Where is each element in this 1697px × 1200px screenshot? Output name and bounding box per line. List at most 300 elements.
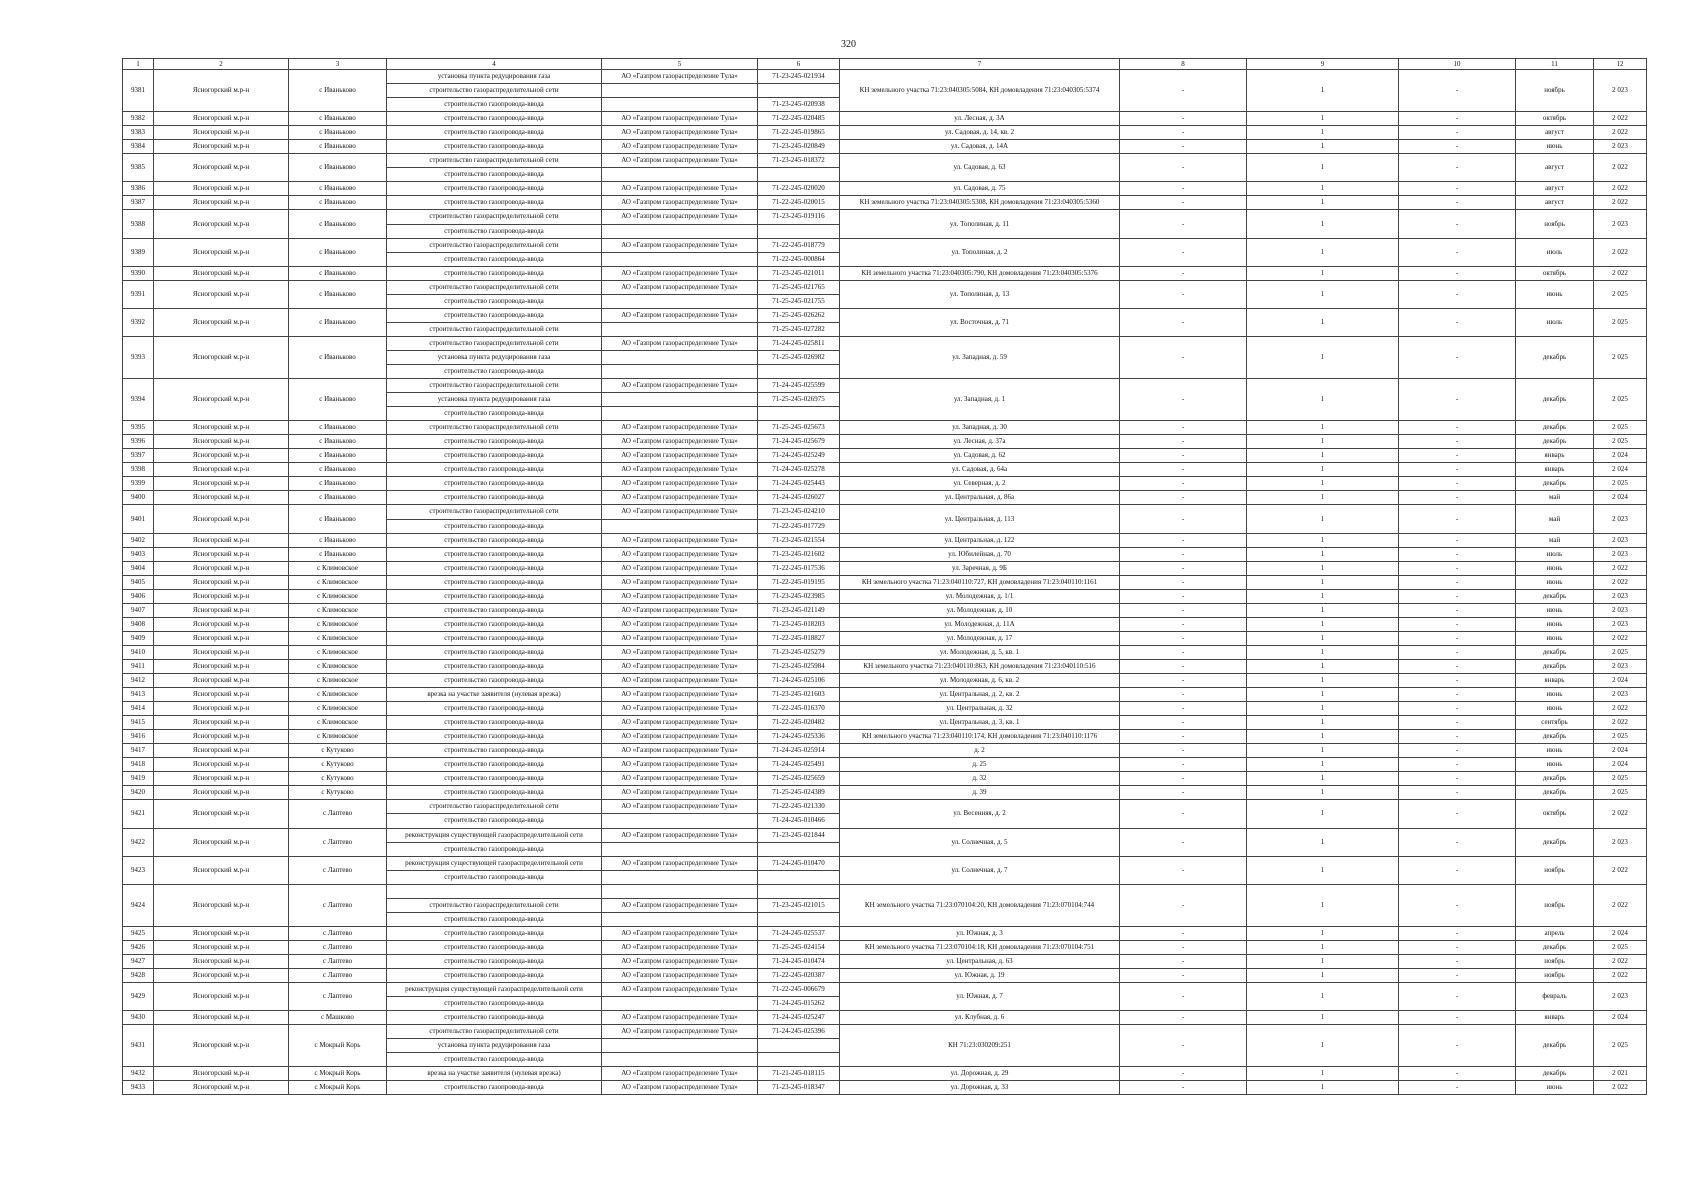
organization-line: АО «Газпром газораспределение Тула» — [621, 577, 738, 586]
locality-cell: с Лаптево — [289, 856, 387, 884]
column-9-cell: 1 — [1247, 463, 1399, 477]
row-number: 9418 — [123, 758, 154, 772]
organization-line — [602, 813, 757, 827]
application-code-cell — [758, 561, 840, 575]
work-type-line: установка пункта редуцирования газа — [387, 392, 601, 406]
column-9-cell: 1 — [1247, 940, 1399, 954]
column-header: 8 — [1120, 59, 1247, 70]
locality-cell: с Кутуково — [289, 744, 387, 758]
district-cell: Ясногорский м.р-н — [154, 379, 289, 421]
column-9-cell: 1 — [1247, 772, 1399, 786]
month-cell: декабрь — [1516, 659, 1594, 673]
application-code-cell — [758, 70, 840, 112]
column-9-cell: 1 — [1247, 645, 1399, 659]
column-8-cell: - — [1120, 884, 1247, 926]
locality-cell: с Иваньково — [289, 463, 387, 477]
address-cell: ул. Садовая, д. 64а — [840, 463, 1120, 477]
district-cell: Ясногорский м.р-н — [154, 140, 289, 154]
application-code-cell — [758, 379, 840, 421]
district-cell: Ясногорский м.р-н — [154, 547, 289, 561]
table-row — [123, 491, 1647, 505]
work-type-line: строительство газораспределительной сети — [429, 240, 559, 249]
column-9-cell: 1 — [1247, 1011, 1399, 1025]
column-10-cell: - — [1399, 954, 1516, 968]
organization-line: АО «Газпром газораспределение Тула» — [621, 184, 738, 193]
organization-cell — [602, 505, 758, 533]
organization-cell — [602, 280, 758, 308]
application-code-cell — [758, 744, 840, 758]
table-row — [123, 196, 1647, 210]
work-type-line: строительство газопровода-ввода — [387, 167, 601, 181]
organization-cell — [602, 266, 758, 280]
year-cell: 2 025 — [1594, 645, 1647, 659]
district-cell: Ясногорский м.р-н — [154, 196, 289, 210]
application-code-line: 71-23-245-024210 — [772, 507, 825, 516]
work-type-line: строительство газопровода-ввода — [444, 774, 544, 783]
column-9-cell: 1 — [1247, 154, 1399, 182]
month-cell: июнь — [1516, 744, 1594, 758]
table-row — [123, 688, 1647, 702]
address-cell: ул. Центральная, д. 122 — [840, 533, 1120, 547]
organization-line: АО «Газпром газораспределение Тула» — [621, 788, 738, 797]
work-type-cell — [387, 631, 602, 645]
table-row — [123, 744, 1647, 758]
work-type-cell — [387, 828, 602, 856]
address-cell: ул. Дорожная, д. 29 — [840, 1067, 1120, 1081]
column-10-cell: - — [1399, 336, 1516, 378]
work-type-line: реконструкция существующей газораспределительной сети — [405, 985, 583, 994]
year-cell: 2 025 — [1594, 772, 1647, 786]
organization-cell — [602, 969, 758, 983]
table-row — [123, 70, 1647, 112]
column-8-cell: - — [1120, 379, 1247, 421]
application-code-cell — [758, 449, 840, 463]
organization-cell — [602, 716, 758, 730]
application-code-line: 71-22-245-020482 — [772, 718, 825, 727]
organization-line — [602, 224, 757, 238]
application-code-line: 71-23-245-021603 — [772, 690, 825, 699]
address-cell: д. 25 — [840, 758, 1120, 772]
application-code-line — [758, 406, 839, 420]
column-8-cell: - — [1120, 758, 1247, 772]
application-code-cell — [758, 1011, 840, 1025]
month-cell: июнь — [1516, 631, 1594, 645]
month-cell: январь — [1516, 463, 1594, 477]
month-cell: декабрь — [1516, 336, 1594, 378]
locality-cell: с Иваньково — [289, 449, 387, 463]
organization-line: АО «Газпром газораспределение Тула» — [621, 956, 738, 965]
column-10-cell: - — [1399, 603, 1516, 617]
column-8-cell: - — [1120, 547, 1247, 561]
column-9-cell: 1 — [1247, 575, 1399, 589]
month-cell: ноябрь — [1516, 954, 1594, 968]
column-8-cell: - — [1120, 112, 1247, 126]
year-cell: 2 022 — [1594, 969, 1647, 983]
locality-cell: с Иваньково — [289, 280, 387, 308]
application-code-line: 71-23-245-025984 — [772, 661, 825, 670]
application-code-cell — [758, 786, 840, 800]
column-8-cell: - — [1120, 940, 1247, 954]
work-type-cell — [387, 603, 602, 617]
work-type-line: строительство газопровода-ввода — [444, 591, 544, 600]
work-type-cell — [387, 379, 602, 421]
work-type-line: врезка на участке заявителя (нулевая врезка) — [427, 690, 561, 699]
year-cell: 2 022 — [1594, 800, 1647, 828]
application-code-line: 71-24-245-010470 — [772, 858, 825, 867]
application-code-cell — [758, 463, 840, 477]
district-cell: Ясногорский м.р-н — [154, 730, 289, 744]
row-number: 9432 — [123, 1067, 154, 1081]
table-row — [123, 421, 1647, 435]
organization-cell — [602, 112, 758, 126]
column-8-cell: - — [1120, 702, 1247, 716]
column-9-cell: 1 — [1247, 589, 1399, 603]
year-cell: 2 022 — [1594, 884, 1647, 926]
row-number: 9412 — [123, 674, 154, 688]
work-type-line: реконструкция существующей газораспределительной сети — [405, 830, 583, 839]
organization-cell — [602, 70, 758, 112]
application-code-line: 71-22-245-018779 — [772, 240, 825, 249]
application-code-line: 71-24-245-025491 — [772, 760, 825, 769]
column-9-cell: 1 — [1247, 1025, 1399, 1067]
work-type-cell — [387, 659, 602, 673]
work-type-line: строительство газопровода-ввода — [387, 294, 601, 308]
row-number: 9413 — [123, 688, 154, 702]
application-code-line: 71-25-245-024154 — [772, 942, 825, 951]
application-code-line — [758, 885, 839, 898]
column-9-cell: 1 — [1247, 336, 1399, 378]
month-cell: сентябрь — [1516, 716, 1594, 730]
column-9-cell: 1 — [1247, 449, 1399, 463]
column-9-cell: 1 — [1247, 280, 1399, 308]
organization-line: АО «Газпром газораспределение Тула» — [621, 535, 738, 544]
organization-line: АО «Газпром газораспределение Тула» — [621, 718, 738, 727]
column-9-cell: 1 — [1247, 1081, 1399, 1095]
year-cell: 2 025 — [1594, 477, 1647, 491]
work-type-cell — [387, 182, 602, 196]
organization-line — [602, 252, 757, 266]
table-row — [123, 182, 1647, 196]
year-cell: 2 023 — [1594, 983, 1647, 1011]
application-code-line: 71-25-245-026262 — [772, 310, 825, 319]
organization-line: АО «Газпром газораспределение Тула» — [621, 732, 738, 741]
month-cell: июнь — [1516, 617, 1594, 631]
month-cell: декабрь — [1516, 435, 1594, 449]
column-8-cell: - — [1120, 533, 1247, 547]
locality-cell: с Иваньково — [289, 491, 387, 505]
work-type-cell — [387, 954, 602, 968]
work-type-cell — [387, 856, 602, 884]
year-cell: 2 025 — [1594, 336, 1647, 378]
row-number: 9423 — [123, 856, 154, 884]
work-type-cell — [387, 884, 602, 926]
work-type-cell — [387, 674, 602, 688]
column-8-cell: - — [1120, 969, 1247, 983]
organization-cell — [602, 1025, 758, 1067]
application-code-line: 71-22-245-020485 — [772, 114, 825, 123]
district-cell: Ясногорский м.р-н — [154, 561, 289, 575]
column-10-cell: - — [1399, 280, 1516, 308]
row-number: 9395 — [123, 421, 154, 435]
organization-cell — [602, 730, 758, 744]
table-row — [123, 1011, 1647, 1025]
year-cell: 2 022 — [1594, 716, 1647, 730]
table-row — [123, 772, 1647, 786]
organization-cell — [602, 983, 758, 1011]
work-type-line: строительство газопровода-ввода — [444, 942, 544, 951]
organization-cell — [602, 645, 758, 659]
column-9-cell: 1 — [1247, 800, 1399, 828]
column-8-cell: - — [1120, 716, 1247, 730]
month-cell: июнь — [1516, 140, 1594, 154]
organization-cell — [602, 828, 758, 856]
table-row — [123, 926, 1647, 940]
locality-cell: с Кутуково — [289, 786, 387, 800]
locality-cell: с Иваньково — [289, 505, 387, 533]
table-row — [123, 336, 1647, 378]
month-cell: февраль — [1516, 983, 1594, 1011]
address-cell: д. 32 — [840, 772, 1120, 786]
table-row — [123, 884, 1647, 926]
row-number: 9401 — [123, 505, 154, 533]
table-row — [123, 435, 1647, 449]
organization-line: АО «Газпром газораспределение Тула» — [621, 1069, 738, 1078]
column-8-cell: - — [1120, 772, 1247, 786]
district-cell: Ясногорский м.р-н — [154, 449, 289, 463]
application-code-line: 71-25-245-024389 — [772, 788, 825, 797]
application-code-cell — [758, 617, 840, 631]
column-8-cell: - — [1120, 645, 1247, 659]
month-cell: ноябрь — [1516, 856, 1594, 884]
column-8-cell: - — [1120, 126, 1247, 140]
organization-line — [602, 83, 757, 97]
application-code-line: 71-25-245-027282 — [758, 322, 839, 336]
table-row — [123, 674, 1647, 688]
work-type-line: строительство газопровода-ввода — [444, 549, 544, 558]
work-type-line: строительство газопровода-ввода — [444, 732, 544, 741]
column-9-cell: 1 — [1247, 786, 1399, 800]
column-header: 7 — [840, 59, 1120, 70]
district-cell: Ясногорский м.р-н — [154, 505, 289, 533]
column-9-cell: 1 — [1247, 533, 1399, 547]
address-cell: ул. Центральная, д. 3, кв. 1 — [840, 716, 1120, 730]
work-type-line: строительство газораспределительной сети — [387, 322, 601, 336]
column-8-cell: - — [1120, 280, 1247, 308]
work-type-cell — [387, 1067, 602, 1081]
district-cell: Ясногорский м.р-н — [154, 716, 289, 730]
locality-cell: с Климовское — [289, 575, 387, 589]
row-number: 9410 — [123, 645, 154, 659]
organization-line: АО «Газпром газораспределение Тула» — [621, 563, 738, 572]
column-10-cell: - — [1399, 140, 1516, 154]
work-type-line: строительство газораспределительной сети — [429, 1027, 559, 1036]
month-cell: июль — [1516, 238, 1594, 266]
row-number: 9421 — [123, 800, 154, 828]
column-8-cell: - — [1120, 477, 1247, 491]
row-number: 9399 — [123, 477, 154, 491]
locality-cell: с Машково — [289, 1011, 387, 1025]
organization-line: АО «Газпром газораспределение Тула» — [621, 942, 738, 951]
row-number: 9388 — [123, 210, 154, 238]
column-8-cell: - — [1120, 1011, 1247, 1025]
column-8-cell: - — [1120, 491, 1247, 505]
application-code-cell — [758, 716, 840, 730]
application-code-line: 71-24-245-025537 — [772, 928, 825, 937]
work-type-cell — [387, 421, 602, 435]
work-type-line: строительство газопровода-ввода — [444, 633, 544, 642]
application-code-line — [758, 912, 839, 926]
locality-cell: с Климовское — [289, 589, 387, 603]
year-cell: 2 022 — [1594, 182, 1647, 196]
locality-cell: с Лаптево — [289, 954, 387, 968]
district-cell: Ясногорский м.р-н — [154, 238, 289, 266]
organization-line — [602, 294, 757, 308]
district-cell: Ясногорский м.р-н — [154, 659, 289, 673]
table-row — [123, 631, 1647, 645]
column-header: 2 — [154, 59, 289, 70]
work-type-line — [387, 885, 601, 898]
application-code-line — [758, 167, 839, 181]
work-type-line: строительство газопровода-ввода — [444, 437, 544, 446]
application-code-cell — [758, 730, 840, 744]
address-cell: ул. Южная, д. 3 — [840, 926, 1120, 940]
locality-cell: с Иваньково — [289, 112, 387, 126]
organization-line — [602, 912, 757, 926]
column-10-cell: - — [1399, 688, 1516, 702]
column-10-cell: - — [1399, 800, 1516, 828]
year-cell: 2 021 — [1594, 1067, 1647, 1081]
district-cell: Ясногорский м.р-н — [154, 1067, 289, 1081]
row-number: 9424 — [123, 884, 154, 926]
work-type-cell — [387, 589, 602, 603]
district-cell: Ясногорский м.р-н — [154, 786, 289, 800]
column-9-cell: 1 — [1247, 140, 1399, 154]
column-8-cell: - — [1120, 744, 1247, 758]
month-cell: ноябрь — [1516, 70, 1594, 112]
application-code-line: 71-23-245-021602 — [772, 549, 825, 558]
work-type-line: строительство газораспределительной сети — [429, 423, 559, 432]
address-cell: КН земельного участка 71:23:040110:863, КН домовладения 71:23:040110:516 — [840, 659, 1120, 673]
organization-cell — [602, 800, 758, 828]
table-row — [123, 547, 1647, 561]
column-9-cell: 1 — [1247, 716, 1399, 730]
column-10-cell: - — [1399, 449, 1516, 463]
month-cell: декабрь — [1516, 1067, 1594, 1081]
month-cell: июнь — [1516, 688, 1594, 702]
column-10-cell: - — [1399, 196, 1516, 210]
column-10-cell: - — [1399, 730, 1516, 744]
table-row — [123, 940, 1647, 954]
application-code-line: 71-22-245-006679 — [772, 985, 825, 994]
column-10-cell: - — [1399, 926, 1516, 940]
year-cell: 2 024 — [1594, 926, 1647, 940]
work-type-cell — [387, 744, 602, 758]
organization-line: АО «Газпром газораспределение Тула» — [621, 858, 738, 867]
organization-cell — [602, 617, 758, 631]
column-9-cell: 1 — [1247, 884, 1399, 926]
address-cell: КН земельного участка 71:23:040110:727, КН домовладения 71:23:040110:1161 — [840, 575, 1120, 589]
work-type-cell — [387, 786, 602, 800]
month-cell: ноябрь — [1516, 884, 1594, 926]
application-code-cell — [758, 589, 840, 603]
column-8-cell: - — [1120, 688, 1247, 702]
work-type-cell — [387, 533, 602, 547]
locality-cell: с Лаптево — [289, 884, 387, 926]
row-number: 9433 — [123, 1081, 154, 1095]
column-8-cell: - — [1120, 631, 1247, 645]
organization-cell — [602, 210, 758, 238]
row-number: 9408 — [123, 617, 154, 631]
work-type-line: строительство газопровода-ввода — [444, 971, 544, 979]
year-cell: 2 022 — [1594, 954, 1647, 968]
application-code-cell — [758, 954, 840, 968]
column-8-cell: - — [1120, 308, 1247, 336]
address-cell: ул. Молодежная, д. 11А — [840, 617, 1120, 631]
organization-line: АО «Газпром газораспределение Тула» — [621, 591, 738, 600]
month-cell: август — [1516, 182, 1594, 196]
address-cell: ул. Молодежная, д. 1/1 — [840, 589, 1120, 603]
month-cell: январь — [1516, 674, 1594, 688]
column-10-cell: - — [1399, 645, 1516, 659]
application-code-line: 71-24-245-026027 — [772, 493, 825, 502]
work-type-line: строительство газопровода-ввода — [444, 184, 544, 193]
application-code-cell — [758, 758, 840, 772]
month-cell: май — [1516, 505, 1594, 533]
column-8-cell: - — [1120, 674, 1247, 688]
month-cell: июнь — [1516, 758, 1594, 772]
row-number: 9427 — [123, 954, 154, 968]
column-10-cell: - — [1399, 379, 1516, 421]
application-code-line: 71-25-245-021755 — [758, 294, 839, 308]
row-number: 9425 — [123, 926, 154, 940]
application-code-line: 71-25-245-021765 — [772, 282, 825, 291]
district-cell: Ясногорский м.р-н — [154, 154, 289, 182]
address-cell: ул. Западная, д. 30 — [840, 421, 1120, 435]
year-cell: 2 025 — [1594, 1025, 1647, 1067]
column-10-cell: - — [1399, 561, 1516, 575]
column-10-cell: - — [1399, 659, 1516, 673]
table-row — [123, 210, 1647, 238]
application-code-cell — [758, 547, 840, 561]
organization-line: АО «Газпром газораспределение Тула» — [621, 647, 738, 656]
column-8-cell: - — [1120, 421, 1247, 435]
column-8-cell: - — [1120, 154, 1247, 182]
locality-cell: с Климовское — [289, 688, 387, 702]
month-cell: декабрь — [1516, 589, 1594, 603]
organization-line: АО «Газпром газораспределение Тула» — [621, 928, 738, 937]
month-cell: июль — [1516, 547, 1594, 561]
work-type-cell — [387, 435, 602, 449]
application-code-cell — [758, 603, 840, 617]
work-type-cell — [387, 154, 602, 182]
locality-cell: с Лаптево — [289, 983, 387, 1011]
month-cell: апрель — [1516, 926, 1594, 940]
application-code-cell — [758, 280, 840, 308]
month-cell: декабрь — [1516, 940, 1594, 954]
work-type-line: строительство газораспределительной сети — [429, 381, 559, 390]
organization-cell — [602, 589, 758, 603]
table-row — [123, 1067, 1647, 1081]
locality-cell: с Климовское — [289, 617, 387, 631]
work-type-line: строительство газопровода-ввода — [444, 718, 544, 727]
district-cell: Ясногорский м.р-н — [154, 70, 289, 112]
row-number: 9387 — [123, 196, 154, 210]
work-type-cell — [387, 730, 602, 744]
work-type-line: строительство газопровода-ввода — [444, 676, 544, 685]
month-cell: декабрь — [1516, 772, 1594, 786]
organization-line — [602, 842, 757, 856]
work-type-cell — [387, 505, 602, 533]
